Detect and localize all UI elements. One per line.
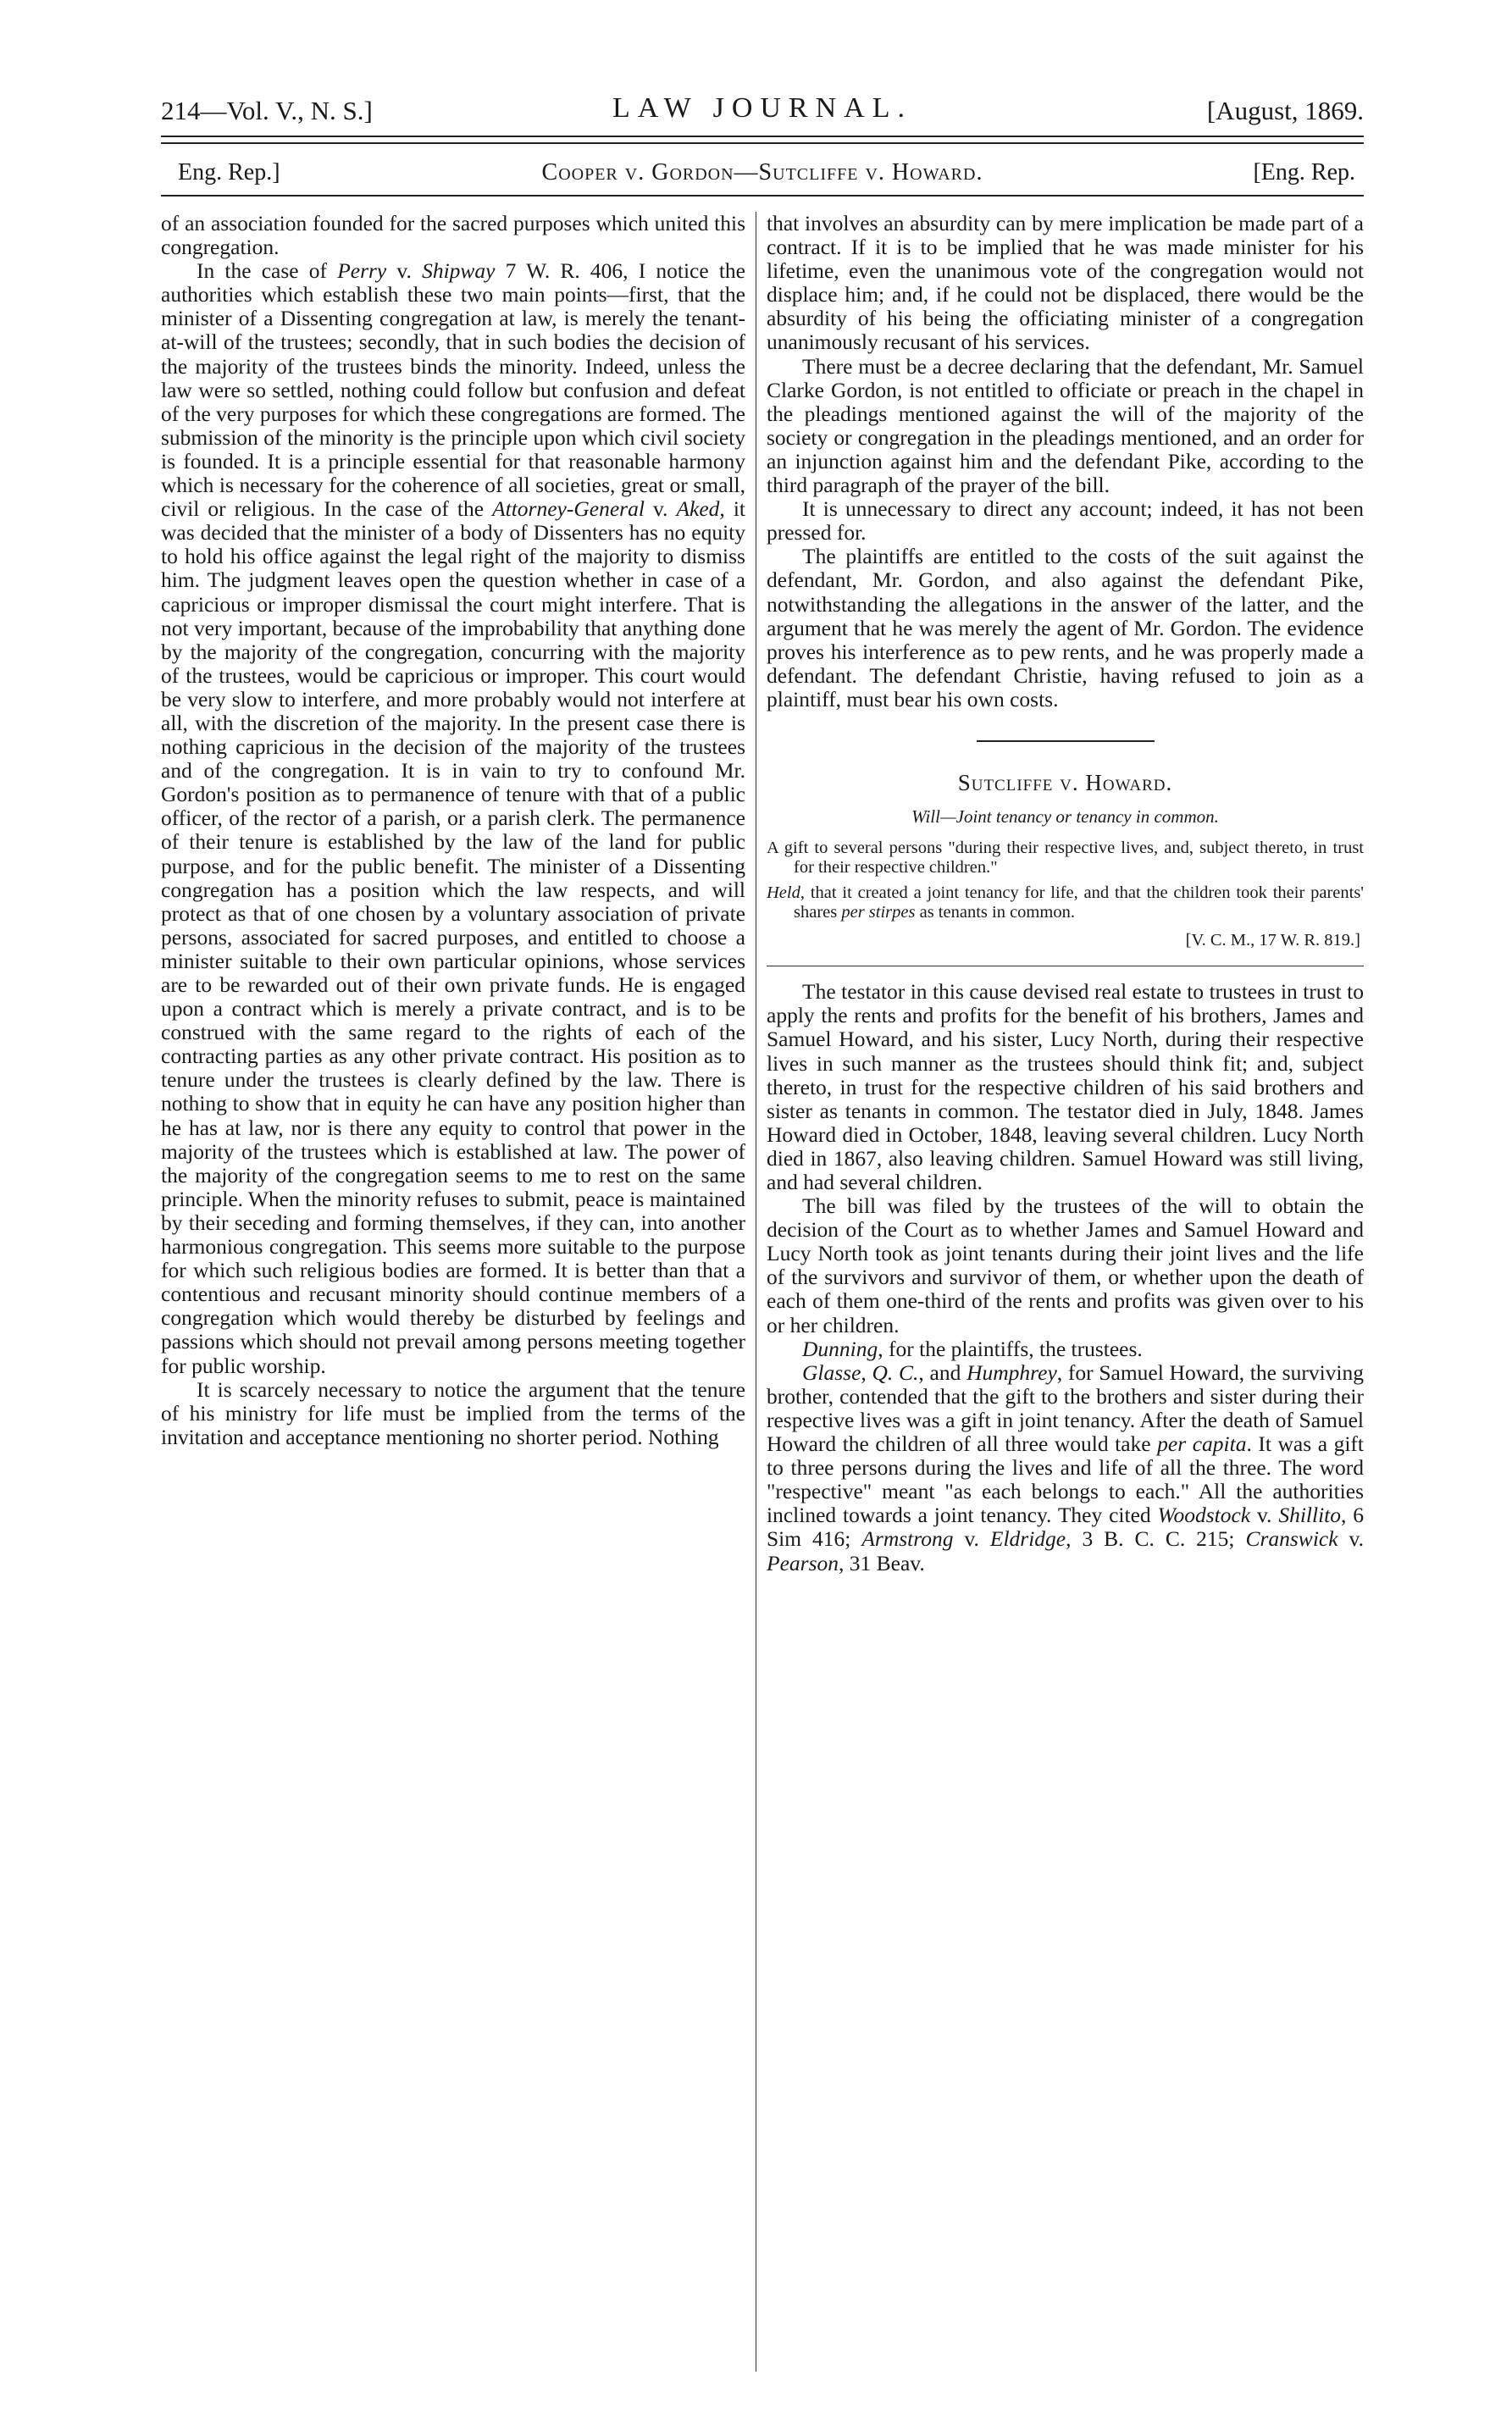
case-separator-rule [977,740,1155,742]
left-column [161,212,745,2372]
right-paragraph: The testator in this cause devised real estate to trustees in trust to apply the rents and profits for the benefit of his brothers, James and Samuel Howard, and his sister, Lucy North, during their respective lives in such manner as the trustees should think fit; and, subject thereto, in trust for the respective children of his said brothers and sister as tenants in common. The testator died in July, 1848. James Howard died in October, 1848, leaving several children. Lucy North died in 1867, also leaving children. Samuel Howard was still living, and had several children. [767,979,1364,1194]
head-note: Held, that it created a joint tenancy for life, and that the children took their parents' shares per stirpes as tenants in common. [767,883,1364,922]
left-paragraph: It is scarcely necessary to notice the argument that the tenure of his ministry for life must be implied from the terms of the invitation and acceptance mentioning no shorter period. Nothing [161,1376,745,1449]
right-paragraph: The plaintiffs are entitled to the costs of the suit against the defendant, Mr. Gordon, and also against the defendant Pike, notwithstanding the allegations in the answer of the latter, and the argument that he was merely the agent of Mr. Gordon. The evidence proves his interference as to pew rents, and he was properly made a defendant. The defendant Christie, having refused to join as a plaintiff, must bear his own costs. [767,544,1364,711]
case-header [161,152,1364,195]
right-column [767,212,1364,2372]
subheader-rule [161,195,1364,197]
subheader-cases: Cooper v. Gordon—Sutcliffe v. Howard. [541,159,983,185]
header-date: [August, 1869. [1206,96,1364,125]
head-note: A gift to several persons "during their respective lives, and, subject thereto, in trust for their respective children." [767,839,1364,877]
right-paragraph: that involves an absurdity can by mere implication be made part of a contract. If it is to be implied that he was made minister for his lifetime, even the unanimous vote of the congregation would not displace him; and, if he could not be displaced, there would be the absurdity of his being the officiating minister of a congregation unanimously recusant of his services. [767,212,1364,355]
right-paragraph: Dunning, for the plaintiffs, the trustees. [802,1336,1143,1361]
case-title: Sutcliffe v. Howard. [957,769,1173,795]
report-citation: [V. C. M., 17 W. R. 819.] [1185,931,1360,950]
header-journal-title: LAW JOURNAL. [612,92,912,124]
case-subject: Will—Joint tenancy or tenancy in common. [911,806,1219,828]
subheader-left: Eng. Rep.] [178,159,280,185]
right-paragraph: It is unnecessary to direct any account; indeed, it has not been pressed for. [767,496,1364,545]
right-paragraph: There must be a decree declaring that the defendant, Mr. Samuel Clarke Gordon, is not entitled to officiate or preach in the chapel in the pleadings mentioned against the will of the majority of the society or congregation in the pleadings mentioned, and an order for an injunction against him and the defendant Pike, according to the third paragraph of the prayer of the bill. [767,353,1364,498]
right-paragraph: The bill was filed by the trustees of the will to obtain the decision of the Court as to whether James and Samuel Howard and Lucy North took as joint tenants during their joint lives and the life of the survivors and survivor of them, or whether upon the death of each of them one-third of the rents and profits was given over to his or her children. [767,1193,1364,1337]
left-paragraph: of an association founded for the sacred purposes which united this congregation. [161,212,745,260]
header-double-rule [161,136,1364,144]
right-paragraph: Glasse, Q. C., and Humphrey, for Samuel Howard, the surviving brother, contended that the gift to the brothers and sister during their respective lives was a gift in joint tenancy. After the death of Samuel Howard the children of all three would take per capita. It was a gift to three persons during the lives and life of all the three. The word "respective" meant "as each belongs to each." All the authorities inclined towards a joint tenancy. They cited Woodstock v. Shillito, 6 Sim 416; Armstrong v. Eldridge, 3 B. C. C. 215; Cranswick v. Pearson, 31 Beav. [767,1359,1364,1575]
subheader-right: [Eng. Rep. [1253,159,1355,185]
left-paragraph: In the case of Perry v. Shipway 7 W. R. 406, I notice the authorities which establish these two main points—first, that the minister of a Dissenting congregation at law, is merely the tenant-at-will of the trustees; secondly, that in such bodies the decision of the majority of the trustees binds the minority. Indeed, unless the law were so settled, nothing could follow but confusion and defeat of the very purposes for which these congregations are formed. The submission of the minority is the principle upon which civil society is founded. It is a principle essential for that reasonable harmony which is necessary for the coherence of all societies, great or small, civil or religious. In the case of the Attorney-General v. Aked, it was decided that the minister of a body of Dissenters has no equity to hold his office against the legal right of the majority to dismiss him. The judgment leaves open the question whether in case of a capricious or improper dismissal the court might interfere. That is not very important, because of the improbability that anything done by the majority of the congregation, concurring with the majority of the trustees, would be capricious or improper. This court would be very slow to interfere, and more probably would not interfere at all, with the discretion of the majority. In the present case there is nothing capricious in the decision of the majority of the trustees and of the congregation. It is in vain to try to confound Mr. Gordon's position as to permanence of tenure with that of a public officer, of the rector of a parish, or a parish clerk. The permanence of their tenure is established by the law of the land for public purpose, and for the public benefit. The minister of a Dissenting congregation has a position which the law respects, and will protect as that of one chosen by a voluntary association of private persons, associated for sacred purposes, and entitled to choose a minister suitable to their own particular opinions, whose services are to be rewarded out of their own private funds. He is engaged upon a contract which is merely a private contract, and is to be construed with the same regard to the rights of each of the contracting parties as any other private contract. His position as to tenure under the trustees is clearly defined by the law. There is nothing to show that in equity he can have any position higher than he has at law, nor is there any equity to control that power in the majority of the trustees which is established at law. The power of the majority of the congregation seems to me to rest on the same principle. When the minority refuses to submit, peace is maintained by their seceding and forming themselves, if they can, into another harmonious congregation. This seems more suitable to the purpose for which such religious bodies are formed. It is better than that a contentious and recusant minority should continue members of a congregation which would thereby be disturbed by feelings and passions which should not prevail among persons meeting together for public worship. [161,258,745,1378]
running-header [161,89,1364,140]
header-volume: 214—Vol. V., N. S.] [161,96,373,125]
